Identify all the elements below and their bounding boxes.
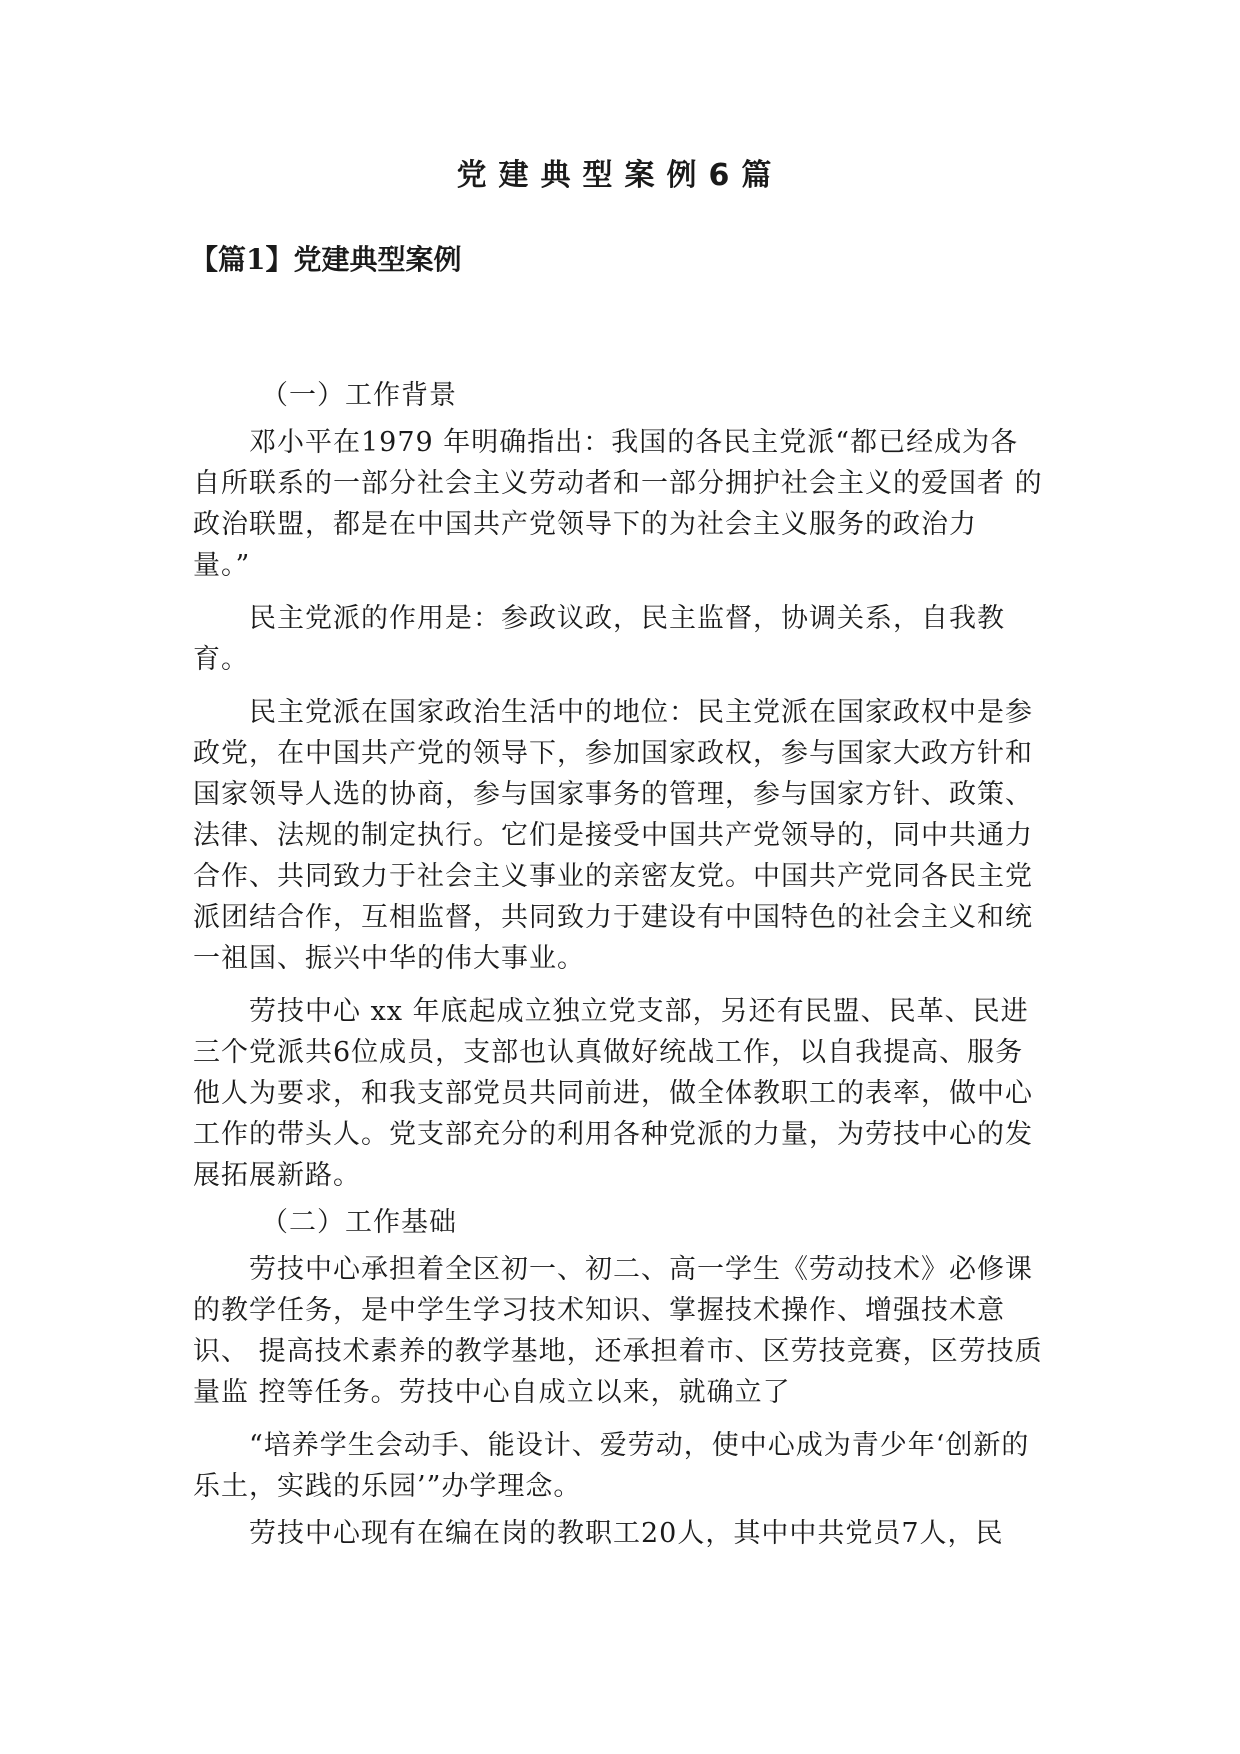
paragraph-center-tasks: 劳技中心承担着全区初一、初二、高一学生《劳动技术》必修课 的教学任务，是中学生学习技术知识、掌握技术操作、增强技术意识、 提高技术素养的教学基地，还承担着市、区劳技竞赛，区劳技质量监 控等任务。劳技中心自成立以来，就确立了 xyxy=(193,1254,1043,1408)
section-heading-background: （一）工作背景 xyxy=(261,380,457,411)
section-heading-foundation: （二）工作基础 xyxy=(261,1207,457,1238)
paragraph-party-status: 民主党派在国家政治生活中的地位：民主党派在国家政权中是参政党，在中国共产党的领导下，参加国家政权，参与国家大政方针和国家领导人选的协商，参与国家事务的管理，参与国家方针、政策、法律、法规的制定执行。它们是接受中国共产党领导的，同中共通力合作、共同致力于社会主义事业的亲密友党。中国共产党同各民主党派团结合作，互相监督，共同致力于建设有中国特色的社会主义和统一祖国、振兴中华的伟大事业。 xyxy=(193,697,1033,974)
paragraph-school-motto: “培养学生会动手、能设计、爱劳动，使中心成为青少年‘创新的乐土，实践的乐园’”办学理念。 xyxy=(193,1430,1030,1502)
paragraph-party-role: 民主党派的作用是：参政议政，民主监督，协调关系，自我教育。 xyxy=(193,603,1005,675)
chapter-heading: 【篇1】党建典型案例 xyxy=(190,243,462,276)
paragraph-center-branch: 劳技中心 xx 年底起成立独立党支部，另还有民盟、民革、民进 三个党派共6位成员，支部也认真做好统战工作，以自我提高、服务 他人为要求，和我支部党员共同前进，做全体教职工的表率，做中心 工作的带头人。党支部充分的利用各种党派的力量，为劳技中心的发 展拓展新路。 xyxy=(193,996,1033,1191)
paragraph-deng-quote: 邓小平在1979 年明确指出：我国的各民主党派“都已经成为各 自所联系的一部分社会主义劳动者和一部分拥护社会主义的爱国者 的政治联盟，都是在中国共产党领导下的为社会主义服务的政治力 xyxy=(193,427,1043,540)
document-body xyxy=(193,375,1055,1554)
paragraph-deng-quote-end: 量。” xyxy=(193,550,251,581)
document-title: 党建典型案例6篇 xyxy=(456,158,784,193)
paragraph-staff-count: 劳技中心现有在编在岗的教职工20人，其中中共党员7人，民 xyxy=(249,1518,1004,1549)
